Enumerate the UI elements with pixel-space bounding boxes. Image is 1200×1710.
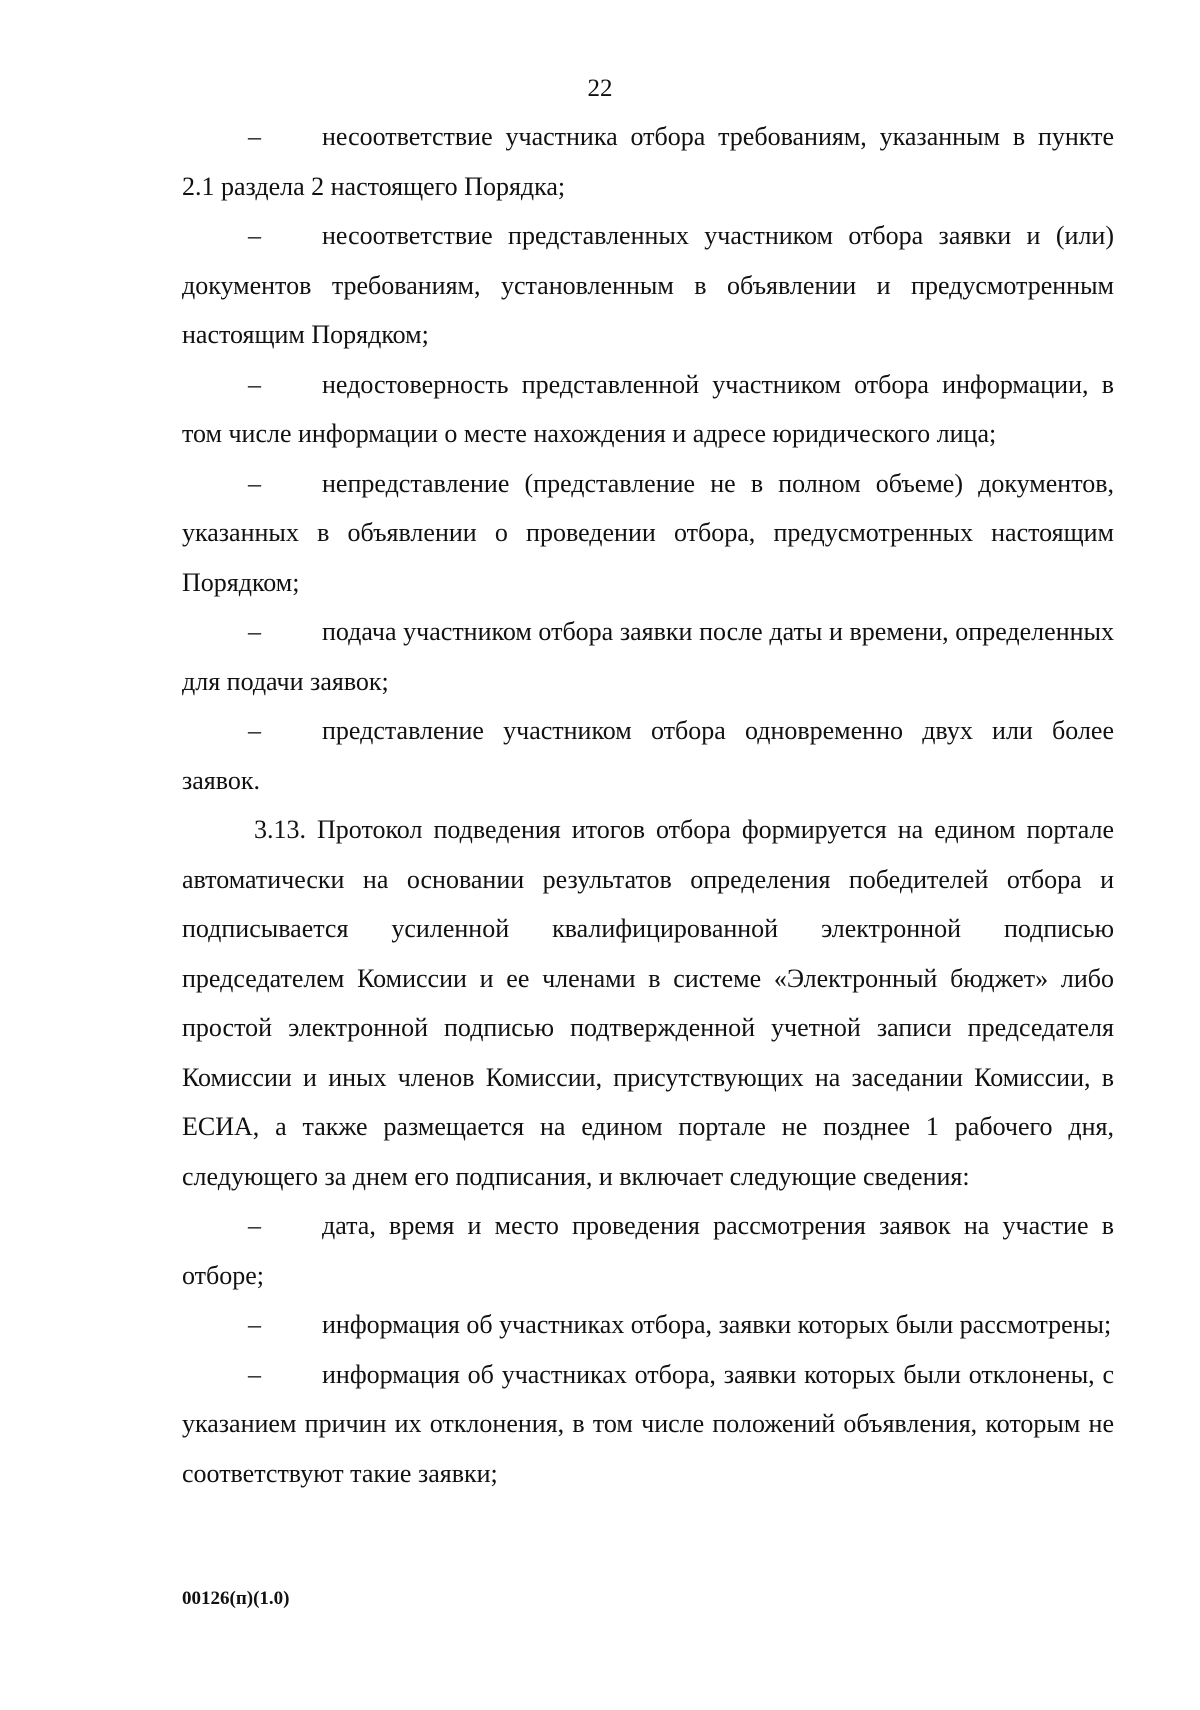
list-item-text: информация об участниках отбора, заявки которых были отклонены, с указанием причин их отклонения, в том числе положений объявления, которым не соответствуют такие заявки;	[182, 1359, 1114, 1488]
list-item	[182, 1201, 1114, 1300]
list-item	[182, 1300, 1114, 1350]
list-item-text: представление участником отбора одновременно двух или более заявок.	[182, 716, 1114, 795]
list-item	[182, 360, 1114, 459]
page-number: 22	[587, 75, 613, 102]
list-dash: –	[248, 468, 261, 498]
list-item-text: подача участником отбора заявки после даты и времени, определенных для подачи заявок;	[182, 617, 1114, 696]
list-item-text: недостоверность представленной участником отбора информации, в том числе информации о месте нахождения и адресе юридического лица;	[182, 369, 1114, 448]
list-item-text: несоответствие участника отбора требованиям, указанным в пункте 2.1 раздела 2 настоящего Порядка;	[182, 122, 1114, 201]
list-item	[182, 211, 1114, 360]
list-dash: –	[248, 1310, 261, 1339]
document-code: 00126(п)(1.0)	[182, 1588, 290, 1609]
list-item	[182, 112, 1114, 211]
list-item	[182, 607, 1114, 706]
list-dash: –	[248, 122, 261, 151]
list-dash: –	[248, 369, 261, 399]
list-dash: –	[248, 716, 261, 745]
list-item	[182, 706, 1114, 805]
list-item-text: информация об участниках отбора, заявки которых были рассмотрены;	[322, 1310, 1112, 1339]
list-item	[182, 459, 1114, 608]
list-item	[182, 1350, 1114, 1499]
list-dash: –	[248, 617, 261, 646]
list-item-text: непредставление (представление не в полном объеме) документов, указанных в объявлении о проведении отбора, предусмотренных настоящим Порядком;	[182, 468, 1114, 597]
list-dash: –	[248, 221, 261, 250]
clause-3-13: 3.13. Протокол подведения итогов отбора формируется на едином портале автоматически на основании результатов определения победителей отбора и подписывается усиленной квалифицированной электронной подписью председателем Комиссии и ее членами в системе «Электронный бюджет» либо простой электронной подписью подтвержденной учетной записи председателя Комиссии и иных членов Комиссии, присутствующих на заседании Комиссии, в ЕСИА, а также размещается на едином портале не позднее 1 рабочего дня, следующего за днем его подписания, и включает следующие сведения:	[182, 815, 1114, 1191]
list-dash: –	[248, 1359, 261, 1389]
list-dash: –	[248, 1211, 261, 1240]
list-item-text: несоответствие представленных участником отбора заявки и (или) документов требованиям, установленным в объявлении и предусмотренным настоящим Порядком;	[182, 221, 1114, 349]
document-body	[182, 112, 1114, 1498]
list-item-text: дата, время и место проведения рассмотрения заявок на участие в отборе;	[182, 1211, 1114, 1290]
